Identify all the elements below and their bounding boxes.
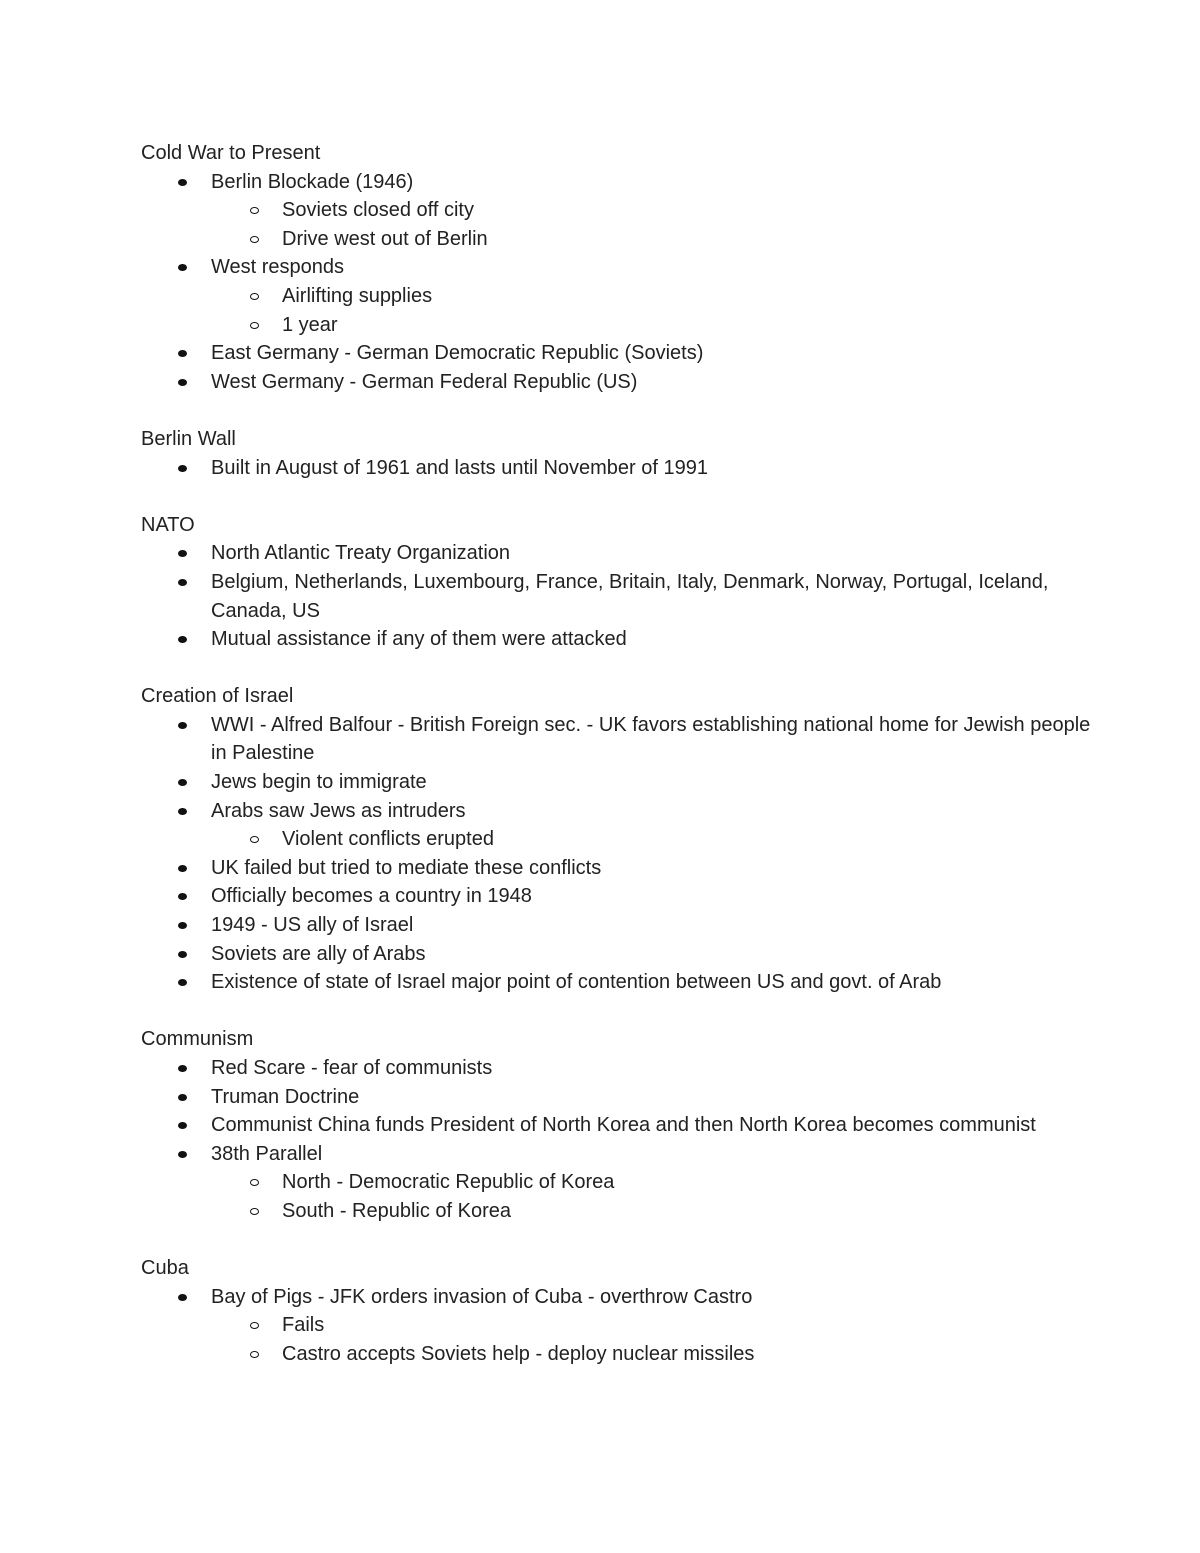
bullet-list [141,1054,1101,1226]
filled-bullet-icon [178,379,187,386]
hollow-bullet-icon [250,1208,259,1215]
filled-bullet-icon [178,1094,187,1101]
list-item-text: Soviets are ally of Arabs [211,942,426,965]
list-item-text: North Atlantic Treaty Organization [211,542,511,565]
list-item-text: Arabs saw Jews as intruders [211,799,466,822]
section-berlin-wall [141,425,1101,482]
hollow-bullet-icon [250,236,259,243]
filled-bullet-icon [178,1122,187,1129]
section-heading: Cuba [141,1257,189,1280]
filled-bullet-icon [178,893,187,900]
hollow-bullet-icon [250,1351,259,1358]
list-item-text: Built in August of 1961 and lasts until November of 1991 [211,456,708,479]
list-item [211,768,1101,797]
list-item-text: UK failed but tried to mediate these conflicts [211,856,602,879]
list-item [211,711,1101,768]
list-item-text: West Germany - German Federal Republic (US) [211,370,638,393]
list-item-text: WWI - Alfred Balfour - British Foreign sec. - UK favors establishing national home for Jewish people in Palestine [211,713,1091,765]
filled-bullet-icon [178,550,187,557]
sub-bullet-list [211,196,1101,253]
sub-list-item [282,825,1101,854]
sub-list-item-text: Violent conflicts erupted [282,828,494,851]
sub-list-item [282,1340,1101,1369]
bullet-list [141,539,1101,653]
list-item-text: Mutual assistance if any of them were attacked [211,628,627,651]
section-heading: Berlin Wall [141,427,236,450]
sub-list-item-text: Fails [282,1314,325,1337]
list-item-text: Jews begin to immigrate [211,771,427,794]
filled-bullet-icon [178,779,187,786]
sub-list-item [282,311,1101,340]
filled-bullet-icon [178,951,187,958]
sub-bullet-list [211,282,1101,339]
list-item-text: 38th Parallel [211,1142,323,1165]
hollow-bullet-icon [250,293,259,300]
filled-bullet-icon [178,1151,187,1158]
list-item [211,454,1101,483]
filled-bullet-icon [178,1065,187,1072]
sub-bullet-list [211,1168,1101,1225]
list-item [211,568,1101,625]
list-item [211,539,1101,568]
list-item [211,968,1101,997]
sub-list-item [282,1311,1101,1340]
sub-bullet-list [211,1311,1101,1368]
section-cuba [141,1254,1101,1368]
list-item [211,1083,1101,1112]
sub-list-item-text: Airlifting supplies [282,284,433,307]
list-item [211,854,1101,883]
list-item-text: Red Scare - fear of communists [211,1057,493,1079]
section-creation-of-israel [141,682,1101,997]
sub-bullet-list [211,825,1101,854]
list-item [211,797,1101,854]
list-item [211,911,1101,940]
filled-bullet-icon [178,350,187,357]
hollow-bullet-icon [250,836,259,843]
filled-bullet-icon [178,579,187,586]
section-heading: Communism [141,1028,254,1051]
list-item-text: Berlin Blockade (1946) [211,170,414,193]
hollow-bullet-icon [250,207,259,214]
filled-bullet-icon [178,465,187,472]
list-item [211,1054,1101,1083]
list-item-text: Officially becomes a country in 1948 [211,885,532,908]
list-item-text: Communist China funds President of North Korea and then North Korea becomes communist [211,1114,1036,1137]
bullet-list [141,454,1101,483]
sub-list-item-text: Drive west out of Berlin [282,227,488,250]
list-item [211,940,1101,969]
list-item-text: West responds [211,256,345,279]
section-cold-war-to-present [141,139,1101,396]
sub-list-item-text: 1 year [282,313,338,336]
filled-bullet-icon [178,865,187,872]
filled-bullet-icon [178,979,187,986]
list-item [211,168,1101,254]
sub-list-item-text: North - Democratic Republic of Korea [282,1171,615,1194]
filled-bullet-icon [178,179,187,186]
filled-bullet-icon [178,636,187,643]
list-item [211,1111,1101,1140]
hollow-bullet-icon [250,1322,259,1329]
section-heading: Creation of Israel [141,685,294,708]
hollow-bullet-icon [250,322,259,329]
filled-bullet-icon [178,1294,187,1301]
list-item-text: Belgium, Netherlands, Luxembourg, France, Britain, Italy, Denmark, Norway, Portugal, Iceland, Canada, US [211,570,1049,622]
section-heading: Cold War to Present [141,142,321,164]
list-item-text: Truman Doctrine [211,1085,360,1108]
list-item-text: East Germany - German Democratic Republic (Soviets) [211,342,704,365]
sub-list-item [282,1197,1101,1226]
list-item [211,253,1101,339]
list-item [211,1283,1101,1369]
hollow-bullet-icon [250,1179,259,1186]
list-item [211,339,1101,368]
list-item [211,368,1101,397]
list-item [211,625,1101,654]
section-nato [141,511,1101,654]
sub-list-item-text: South - Republic of Korea [282,1199,512,1222]
list-item [211,882,1101,911]
filled-bullet-icon [178,922,187,929]
filled-bullet-icon [178,264,187,271]
filled-bullet-icon [178,808,187,815]
document-page [141,139,1101,1397]
section-heading: NATO [141,513,195,536]
sub-list-item [282,1168,1101,1197]
section-communism [141,1025,1101,1225]
bullet-list [141,711,1101,997]
filled-bullet-icon [178,722,187,729]
list-item-text: 1949 - US ally of Israel [211,914,414,937]
sub-list-item [282,282,1101,311]
sub-list-item [282,196,1101,225]
list-item-text: Bay of Pigs - JFK orders invasion of Cuba - overthrow Castro [211,1285,753,1308]
bullet-list [141,168,1101,397]
list-item [211,1140,1101,1226]
sub-list-item-text: Soviets closed off city [282,199,474,222]
bullet-list [141,1283,1101,1369]
sub-list-item-text: Castro accepts Soviets help - deploy nuclear missiles [282,1342,755,1365]
list-item-text: Existence of state of Israel major point of contention between US and govt. of Arab [211,971,942,994]
sub-list-item [282,225,1101,254]
